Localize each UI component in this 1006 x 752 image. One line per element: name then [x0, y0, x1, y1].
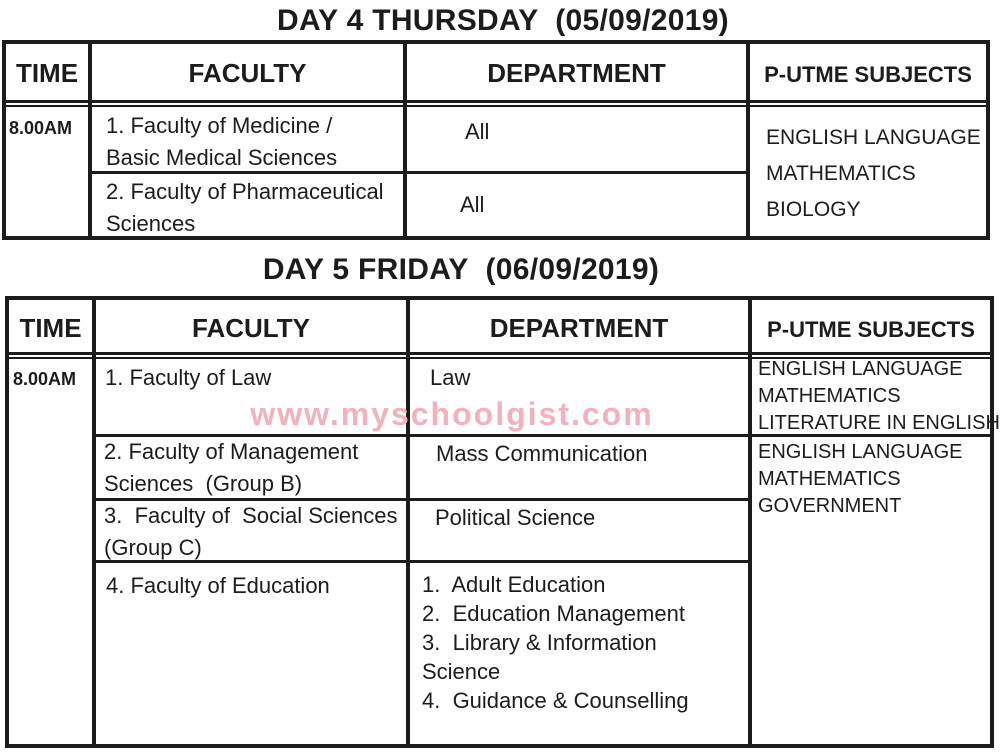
- day5-row3-department: Political Science: [435, 505, 596, 530]
- day5-row2-department: Mass Communication: [436, 441, 648, 466]
- day4-row1-faculty: 1. Faculty of Medicine / Basic Medical Sciences: [106, 113, 338, 170]
- day5-row3-faculty: 3. Faculty of Social Sciences (Group C): [104, 503, 398, 560]
- day4-header-department: DEPARTMENT: [487, 58, 666, 88]
- watermark: www.myschoolgist.com: [250, 396, 654, 432]
- day5-row4-department: 1. Adult Education 2. Education Management 3. Library & Information Science 4. Guidance & Counselling: [422, 572, 689, 713]
- day4-header-faculty: FACULTY: [188, 58, 307, 88]
- day5-header-faculty: FACULTY: [192, 313, 310, 343]
- day5-header-rule: [5, 352, 994, 355]
- day5-header-department: DEPARTMENT: [489, 313, 669, 343]
- day4-title: DAY 4 THURSDAY (05/09/2019): [277, 4, 729, 37]
- day5-time: 8.00AM: [13, 369, 77, 389]
- day4-subjects: ENGLISH LANGUAGE MATHEMATICS BIOLOGY: [766, 126, 981, 221]
- day4-row1-department: All: [465, 119, 490, 144]
- day4-time: 8.00AM: [9, 118, 73, 138]
- day4-header-subjects: P-UTME SUBJECTS: [764, 62, 972, 87]
- day4-header-time: TIME: [15, 58, 79, 88]
- day5-row2-faculty: 2. Faculty of Management Sciences (Group B): [104, 439, 359, 496]
- day5-subjects-group1: ENGLISH LANGUAGE MATHEMATICS LITERATURE IN ENGLISH: [758, 358, 1000, 434]
- day5-title: DAY 5 FRIDAY (06/09/2019): [262, 253, 660, 286]
- day5-row1-department: Law: [430, 365, 471, 390]
- day4-header-rule: [2, 105, 990, 107]
- day5-header-time: TIME: [19, 313, 82, 343]
- day5-col-divider: [406, 296, 410, 748]
- day5-col-divider: [748, 296, 752, 748]
- day4-row2-faculty: 2. Faculty of Pharmaceutical Sciences: [106, 179, 384, 236]
- day4-header-rule: [2, 100, 990, 103]
- day5-header-subjects: P-UTME SUBJECTS: [767, 317, 975, 342]
- day5-col-divider: [92, 296, 96, 748]
- day4-row2-department: All: [460, 192, 485, 217]
- day5-subjects-group2: ENGLISH LANGUAGE MATHEMATICS GOVERNMENT: [758, 441, 963, 517]
- day5-row4-faculty: 4. Faculty of Education: [106, 573, 330, 598]
- day5-row1-faculty: 1. Faculty of Law: [105, 365, 272, 390]
